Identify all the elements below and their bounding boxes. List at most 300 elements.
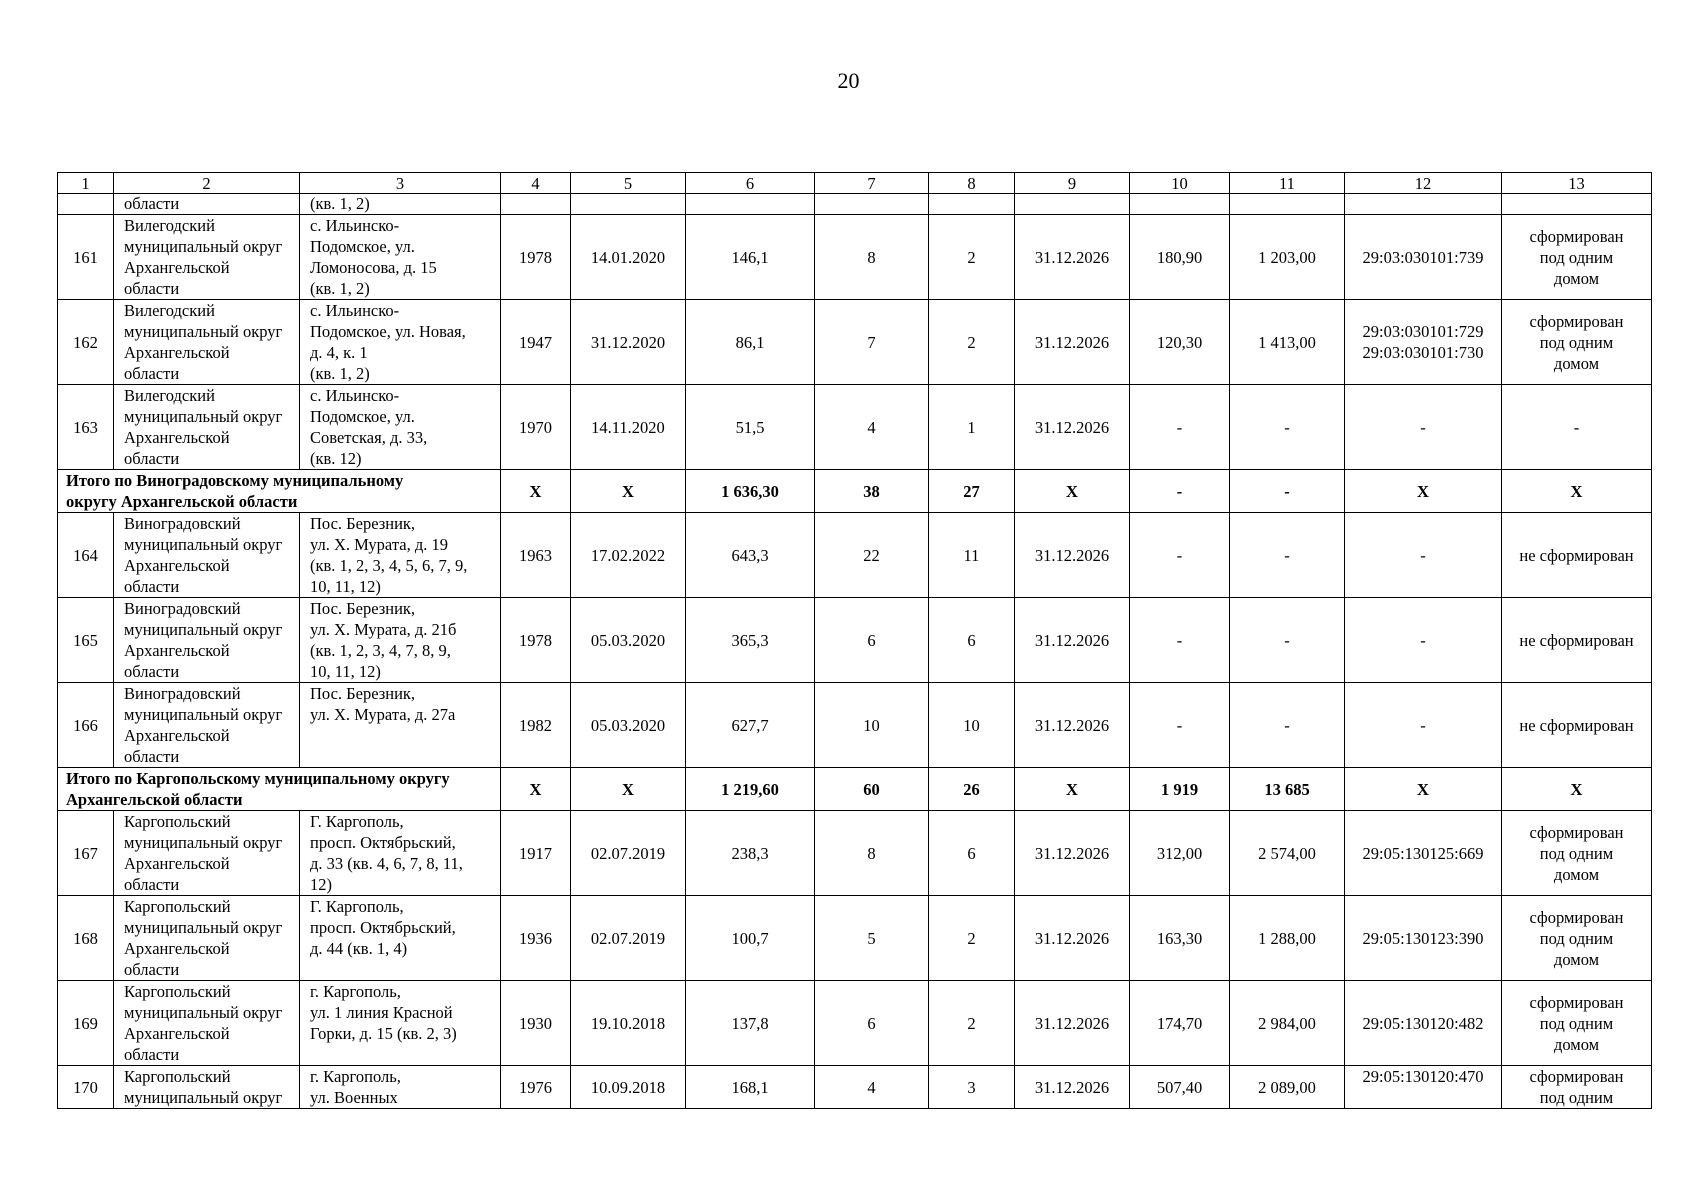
table-body: [58, 173, 1652, 1109]
cell-address: (кв. 1, 2): [300, 194, 501, 215]
table-row: [58, 1066, 1652, 1109]
column-header: 5: [571, 173, 686, 194]
cell-address-line: Подомское, ул.: [310, 237, 415, 256]
cell-col11: -: [1230, 385, 1345, 470]
cell-num: 161: [58, 215, 114, 300]
column-header: 11: [1230, 173, 1345, 194]
cell-col10: -: [1130, 683, 1230, 768]
column-header: 10: [1130, 173, 1230, 194]
cell-col11: 2 574,00: [1230, 811, 1345, 896]
cell-col8: 3: [929, 1066, 1015, 1109]
cell-address-line: г. Каргополь,: [310, 982, 401, 1001]
subtotal-c4: X: [501, 470, 571, 513]
cell-col8: 10: [929, 683, 1015, 768]
cell-status-line: под одним: [1539, 1013, 1614, 1033]
cell-cadastral-line: -: [1420, 545, 1426, 565]
cell-district-line: Архангельской: [124, 258, 230, 277]
cell-status-line: не сформирован: [1519, 630, 1634, 650]
cell-address-line: ул. Х. Мурата, д. 21б: [310, 620, 457, 639]
cell-col7: 7: [815, 300, 929, 385]
cell-district-line: Архангельской: [124, 854, 230, 873]
cell-status-line: сформирован: [1529, 1067, 1624, 1086]
cell-deadline: 31.12.2026: [1015, 1066, 1130, 1109]
cell-district: [114, 1066, 300, 1109]
cell-status: [1502, 683, 1652, 768]
cell-col8: 6: [929, 811, 1015, 896]
cell-date: 19.10.2018: [571, 981, 686, 1066]
cell-empty: [815, 194, 929, 215]
cell-address: [300, 215, 501, 300]
cell-address-line: ул. Военных: [310, 1088, 398, 1107]
cell-status-line: сформирован: [1529, 226, 1624, 246]
cell-cadastral-line: -: [1420, 630, 1426, 650]
cell-year: 1963: [501, 513, 571, 598]
cell-status-line: не сформирован: [1519, 545, 1634, 565]
cell-cadastral: [1345, 300, 1502, 385]
cell-status-line: домом: [1553, 353, 1600, 373]
subtotal-c9: X: [1015, 768, 1130, 811]
cell-status: [1502, 981, 1652, 1066]
column-number-row: [58, 173, 1652, 194]
subtotal-row: [58, 768, 1652, 811]
column-header: 1: [58, 173, 114, 194]
cell-col8: 2: [929, 300, 1015, 385]
cell-status-line: под одним: [1539, 928, 1614, 948]
table-row: [58, 896, 1652, 981]
cell-address-line: с. Ильинско-: [310, 386, 400, 405]
cell-deadline: 31.12.2026: [1015, 300, 1130, 385]
cell-district: области: [114, 194, 300, 215]
cell-area: 238,3: [686, 811, 815, 896]
cell-address: [300, 811, 501, 896]
cell-district-line: Архангельской: [124, 556, 230, 575]
table-row: [58, 215, 1652, 300]
subtotal-label: [58, 768, 501, 811]
cell-col7: 4: [815, 1066, 929, 1109]
cell-address: [300, 683, 501, 768]
cell-date: 02.07.2019: [571, 811, 686, 896]
cell-address-line: Г. Каргополь,: [310, 897, 404, 916]
column-header: 6: [686, 173, 815, 194]
table-row: [58, 811, 1652, 896]
cell-col10: -: [1130, 385, 1230, 470]
cell-year: 1982: [501, 683, 571, 768]
cell-year: 1930: [501, 981, 571, 1066]
cell-col10: 312,00: [1130, 811, 1230, 896]
cell-address-line: Г. Каргополь,: [310, 812, 404, 831]
cell-date: 31.12.2020: [571, 300, 686, 385]
cell-address: [300, 598, 501, 683]
cell-address: [300, 385, 501, 470]
subtotal-c8: 27: [929, 470, 1015, 513]
cell-area: 365,3: [686, 598, 815, 683]
table-row: [58, 683, 1652, 768]
cell-district-line: Архангельской: [124, 343, 230, 362]
cell-num: 169: [58, 981, 114, 1066]
cell-district-line: Виноградовский: [124, 684, 241, 703]
cell-area: 146,1: [686, 215, 815, 300]
cell-area: 168,1: [686, 1066, 815, 1109]
cell-status: [1502, 385, 1652, 470]
cell-district-line: муниципальный округ: [124, 407, 283, 426]
cell-status-line: не сформирован: [1519, 715, 1634, 735]
table-row: [58, 513, 1652, 598]
column-header: 13: [1502, 173, 1652, 194]
cell-district-line: Архангельской: [124, 641, 230, 660]
cell-cadastral-line: -: [1420, 715, 1426, 735]
cell-district-line: области: [124, 364, 180, 383]
cell-address: [300, 513, 501, 598]
cell-address-line: (кв. 12): [310, 449, 362, 468]
cell-col8: 6: [929, 598, 1015, 683]
subtotal-row: [58, 470, 1652, 513]
cell-area: 86,1: [686, 300, 815, 385]
cell-address-line: д. 4, к. 1: [310, 343, 368, 362]
cell-col10: -: [1130, 513, 1230, 598]
cell-col10: 120,30: [1130, 300, 1230, 385]
cell-status-line: под одним: [1539, 843, 1614, 863]
table-row: [58, 981, 1652, 1066]
cell-col8: 11: [929, 513, 1015, 598]
cell-cadastral-line: 29:05:130120:482: [1362, 1013, 1484, 1033]
subtotal-c13: X: [1502, 768, 1652, 811]
cell-area: 51,5: [686, 385, 815, 470]
cell-col11: 1 288,00: [1230, 896, 1345, 981]
cell-cadastral-line: 29:05:130120:470: [1362, 1067, 1484, 1086]
cell-district-line: муниципальный округ: [124, 705, 283, 724]
cell-date: 17.02.2022: [571, 513, 686, 598]
cell-district-line: Архангельской: [124, 1024, 230, 1043]
table-row: [58, 300, 1652, 385]
cell-num: [58, 194, 114, 215]
cell-empty: [929, 194, 1015, 215]
cell-deadline: 31.12.2026: [1015, 385, 1130, 470]
cell-district-line: Архангельской: [124, 726, 230, 745]
cell-col10: 174,70: [1130, 981, 1230, 1066]
cell-status-line: -: [1573, 417, 1580, 437]
cell-address-line: Пос. Березник,: [310, 599, 416, 618]
cell-deadline: 31.12.2026: [1015, 811, 1130, 896]
cell-district-line: Вилегодский: [124, 301, 215, 320]
cell-status: [1502, 598, 1652, 683]
cell-district: [114, 385, 300, 470]
cell-deadline: 31.12.2026: [1015, 215, 1130, 300]
cell-district: [114, 811, 300, 896]
cell-empty: [1015, 194, 1130, 215]
subtotal-area: 1 636,30: [686, 470, 815, 513]
cell-col11: -: [1230, 513, 1345, 598]
cell-year: 1976: [501, 1066, 571, 1109]
cell-cadastral: [1345, 1066, 1502, 1109]
cell-num: 163: [58, 385, 114, 470]
cell-district-line: области: [124, 577, 180, 596]
cell-empty: [686, 194, 815, 215]
cell-num: 162: [58, 300, 114, 385]
cell-district-line: муниципальный округ: [124, 535, 283, 554]
cell-num: 167: [58, 811, 114, 896]
cell-address: [300, 1066, 501, 1109]
cell-district-line: муниципальный округ: [124, 620, 283, 639]
cell-col11: 1 413,00: [1230, 300, 1345, 385]
cell-address-line: ул. Х. Мурата, д. 27а: [310, 705, 456, 724]
subtotal-area: 1 219,60: [686, 768, 815, 811]
cell-status-line: под одним: [1539, 247, 1614, 267]
cell-empty: [1230, 194, 1345, 215]
cell-address-line: 12): [310, 875, 332, 894]
cell-cadastral-line: 29:05:130123:390: [1362, 928, 1484, 948]
cell-empty: [1345, 194, 1502, 215]
cell-year: 1970: [501, 385, 571, 470]
cell-year: 1917: [501, 811, 571, 896]
cell-empty: [571, 194, 686, 215]
cell-deadline: 31.12.2026: [1015, 513, 1130, 598]
cell-area: 137,8: [686, 981, 815, 1066]
subtotal-c10: -: [1130, 470, 1230, 513]
cell-date: 14.11.2020: [571, 385, 686, 470]
cell-address-line: с. Ильинско-: [310, 216, 400, 235]
cell-year: 1947: [501, 300, 571, 385]
cell-cadastral-line: 29:03:030101:739: [1362, 247, 1484, 267]
cell-cadastral: [1345, 215, 1502, 300]
cell-status: [1502, 811, 1652, 896]
cell-address-line: Советская, д. 33,: [310, 428, 428, 447]
cell-address-line: ул. Х. Мурата, д. 19: [310, 535, 448, 554]
cell-status-line: сформирован: [1529, 822, 1624, 842]
housing-register-table: [57, 172, 1652, 1109]
cell-district-line: области: [124, 747, 180, 766]
subtotal-label-line: Итого по Виноградовскому муниципальному: [66, 471, 404, 490]
cell-num: 170: [58, 1066, 114, 1109]
cell-area: 627,7: [686, 683, 815, 768]
cell-address-line: ул. 1 линия Красной: [310, 1003, 453, 1022]
subtotal-c5: X: [571, 768, 686, 811]
cell-district-line: муниципальный округ: [124, 237, 283, 256]
column-header: 7: [815, 173, 929, 194]
cell-cadastral: [1345, 896, 1502, 981]
cell-district-line: области: [124, 662, 180, 681]
cell-empty: [1130, 194, 1230, 215]
subtotal-c12: X: [1345, 768, 1502, 811]
cell-district-line: Каргопольский: [124, 812, 231, 831]
cell-district: [114, 300, 300, 385]
cell-deadline: 31.12.2026: [1015, 896, 1130, 981]
table-row: [58, 385, 1652, 470]
cell-cadastral-line: -: [1420, 417, 1426, 437]
cell-address-line: (кв. 1, 2): [310, 279, 370, 298]
cell-col11: 2 984,00: [1230, 981, 1345, 1066]
subtotal-c7: 60: [815, 768, 929, 811]
cell-deadline: 31.12.2026: [1015, 683, 1130, 768]
subtotal-label-line: Архангельской области: [66, 790, 243, 809]
cell-cadastral: [1345, 513, 1502, 598]
cell-district: [114, 896, 300, 981]
cell-empty: [501, 194, 571, 215]
cell-district: [114, 215, 300, 300]
cell-cadastral: [1345, 385, 1502, 470]
subtotal-label-line: округу Архангельской области: [66, 492, 298, 511]
cell-status-line: домом: [1553, 864, 1600, 884]
cell-district-line: Вилегодский: [124, 386, 215, 405]
cell-status-line: сформирован: [1529, 992, 1624, 1012]
cell-date: 02.07.2019: [571, 896, 686, 981]
cell-num: 168: [58, 896, 114, 981]
cell-address: [300, 896, 501, 981]
subtotal-c7: 38: [815, 470, 929, 513]
cell-address: [300, 981, 501, 1066]
cell-num: 165: [58, 598, 114, 683]
cell-col10: 163,30: [1130, 896, 1230, 981]
cell-address-line: Пос. Березник,: [310, 514, 416, 533]
subtotal-c8: 26: [929, 768, 1015, 811]
subtotal-c10: 1 919: [1130, 768, 1230, 811]
cell-district-line: области: [124, 279, 180, 298]
cell-district-line: Каргопольский: [124, 982, 231, 1001]
column-header: 8: [929, 173, 1015, 194]
subtotal-c9: X: [1015, 470, 1130, 513]
column-header: 12: [1345, 173, 1502, 194]
cell-date: 10.09.2018: [571, 1066, 686, 1109]
subtotal-label-line: Итого по Каргопольскому муниципальному округу: [66, 769, 450, 788]
cell-district-line: муниципальный округ: [124, 833, 283, 852]
cell-status: [1502, 1066, 1652, 1109]
cell-status-line: сформирован: [1529, 311, 1624, 331]
cell-address-line: 10, 11, 12): [310, 662, 381, 681]
cell-cadastral-line: 29:03:030101:730: [1362, 343, 1484, 362]
cell-district: [114, 598, 300, 683]
cell-col11: 1 203,00: [1230, 215, 1345, 300]
cell-cadastral: [1345, 598, 1502, 683]
cell-status-line: под одним: [1539, 1088, 1614, 1107]
column-header: 2: [114, 173, 300, 194]
cell-district-line: Виноградовский: [124, 599, 241, 618]
cell-address-line: 10, 11, 12): [310, 577, 381, 596]
cell-address-line: (кв. 1, 2, 3, 4, 5, 6, 7, 9,: [310, 556, 468, 575]
cell-status-line: сформирован: [1529, 907, 1624, 927]
subtotal-c12: X: [1345, 470, 1502, 513]
cell-district-line: муниципальный округ: [124, 322, 283, 341]
cell-status-line: домом: [1553, 1034, 1600, 1054]
cell-col7: 8: [815, 215, 929, 300]
cell-col7: 8: [815, 811, 929, 896]
cell-date: 05.03.2020: [571, 683, 686, 768]
cell-district-line: области: [124, 960, 180, 979]
cell-district-line: Виноградовский: [124, 514, 241, 533]
cell-district-line: области: [124, 1045, 180, 1064]
cell-district-line: Каргопольский: [124, 897, 231, 916]
cell-deadline: 31.12.2026: [1015, 981, 1130, 1066]
column-header: 3: [300, 173, 501, 194]
cell-num: 164: [58, 513, 114, 598]
subtotal-c11: -: [1230, 470, 1345, 513]
cell-deadline: 31.12.2026: [1015, 598, 1130, 683]
cell-empty: [1502, 194, 1652, 215]
cell-district: [114, 683, 300, 768]
cell-col8: 2: [929, 896, 1015, 981]
cell-address-line: Подомское, ул.: [310, 407, 415, 426]
cell-cadastral: [1345, 683, 1502, 768]
cell-district-line: муниципальный округ: [124, 1003, 283, 1022]
continuation-row: [58, 194, 1652, 215]
cell-district-line: муниципальный округ: [124, 918, 283, 937]
cell-status: [1502, 215, 1652, 300]
cell-year: 1978: [501, 598, 571, 683]
cell-district-line: Вилегодский: [124, 216, 215, 235]
cell-date: 14.01.2020: [571, 215, 686, 300]
cell-district-line: Архангельской: [124, 428, 230, 447]
subtotal-c4: X: [501, 768, 571, 811]
cell-address-line: Пос. Березник,: [310, 684, 416, 703]
cell-address-line: д. 33 (кв. 4, 6, 7, 8, 11,: [310, 854, 463, 873]
cell-col10: 507,40: [1130, 1066, 1230, 1109]
cell-col11: -: [1230, 683, 1345, 768]
cell-district-line: муниципальный округ: [124, 1088, 283, 1107]
cell-col7: 6: [815, 598, 929, 683]
cell-district-line: области: [124, 875, 180, 894]
cell-district-line: Архангельской: [124, 939, 230, 958]
cell-num: 166: [58, 683, 114, 768]
subtotal-c13: X: [1502, 470, 1652, 513]
cell-cadastral: [1345, 981, 1502, 1066]
subtotal-c5: X: [571, 470, 686, 513]
cell-col8: 2: [929, 215, 1015, 300]
cell-col10: -: [1130, 598, 1230, 683]
cell-district: [114, 981, 300, 1066]
cell-address-line: (кв. 1, 2, 3, 4, 7, 8, 9,: [310, 641, 451, 660]
cell-address-line: просп. Октябрьский,: [310, 918, 456, 937]
cell-address-line: (кв. 1, 2): [310, 364, 370, 383]
cell-status: [1502, 896, 1652, 981]
cell-status-line: домом: [1553, 268, 1600, 288]
cell-col8: 1: [929, 385, 1015, 470]
cell-col7: 10: [815, 683, 929, 768]
cell-status: [1502, 300, 1652, 385]
cell-col7: 4: [815, 385, 929, 470]
cell-district-line: Каргопольский: [124, 1067, 231, 1086]
cell-year: 1936: [501, 896, 571, 981]
cell-address-line: д. 44 (кв. 1, 4): [310, 939, 408, 958]
cell-col11: 2 089,00: [1230, 1066, 1345, 1109]
cell-address-line: г. Каргополь,: [310, 1067, 401, 1086]
subtotal-c11: 13 685: [1230, 768, 1345, 811]
cell-col7: 22: [815, 513, 929, 598]
cell-year: 1978: [501, 215, 571, 300]
cell-address-line: с. Ильинско-: [310, 301, 400, 320]
cell-col11: -: [1230, 598, 1345, 683]
cell-col7: 5: [815, 896, 929, 981]
cell-col10: 180,90: [1130, 215, 1230, 300]
cell-status: [1502, 513, 1652, 598]
cell-address-line: Горки, д. 15 (кв. 2, 3): [310, 1024, 457, 1043]
column-header: 4: [501, 173, 571, 194]
cell-area: 100,7: [686, 896, 815, 981]
cell-date: 05.03.2020: [571, 598, 686, 683]
subtotal-label: [58, 470, 501, 513]
cell-cadastral-line: 29:03:030101:729: [1362, 322, 1484, 341]
cell-status-line: под одним: [1539, 332, 1614, 352]
cell-cadastral: [1345, 811, 1502, 896]
cell-cadastral-line: 29:05:130125:669: [1362, 843, 1484, 863]
column-header: 9: [1015, 173, 1130, 194]
cell-area: 643,3: [686, 513, 815, 598]
cell-col8: 2: [929, 981, 1015, 1066]
cell-address-line: Подомское, ул. Новая,: [310, 322, 466, 341]
page-number: 20: [837, 68, 860, 93]
cell-address-line: Ломоносова, д. 15: [310, 258, 437, 277]
cell-district: [114, 513, 300, 598]
cell-col7: 6: [815, 981, 929, 1066]
cell-address-line: просп. Октябрьский,: [310, 833, 456, 852]
cell-address: [300, 300, 501, 385]
